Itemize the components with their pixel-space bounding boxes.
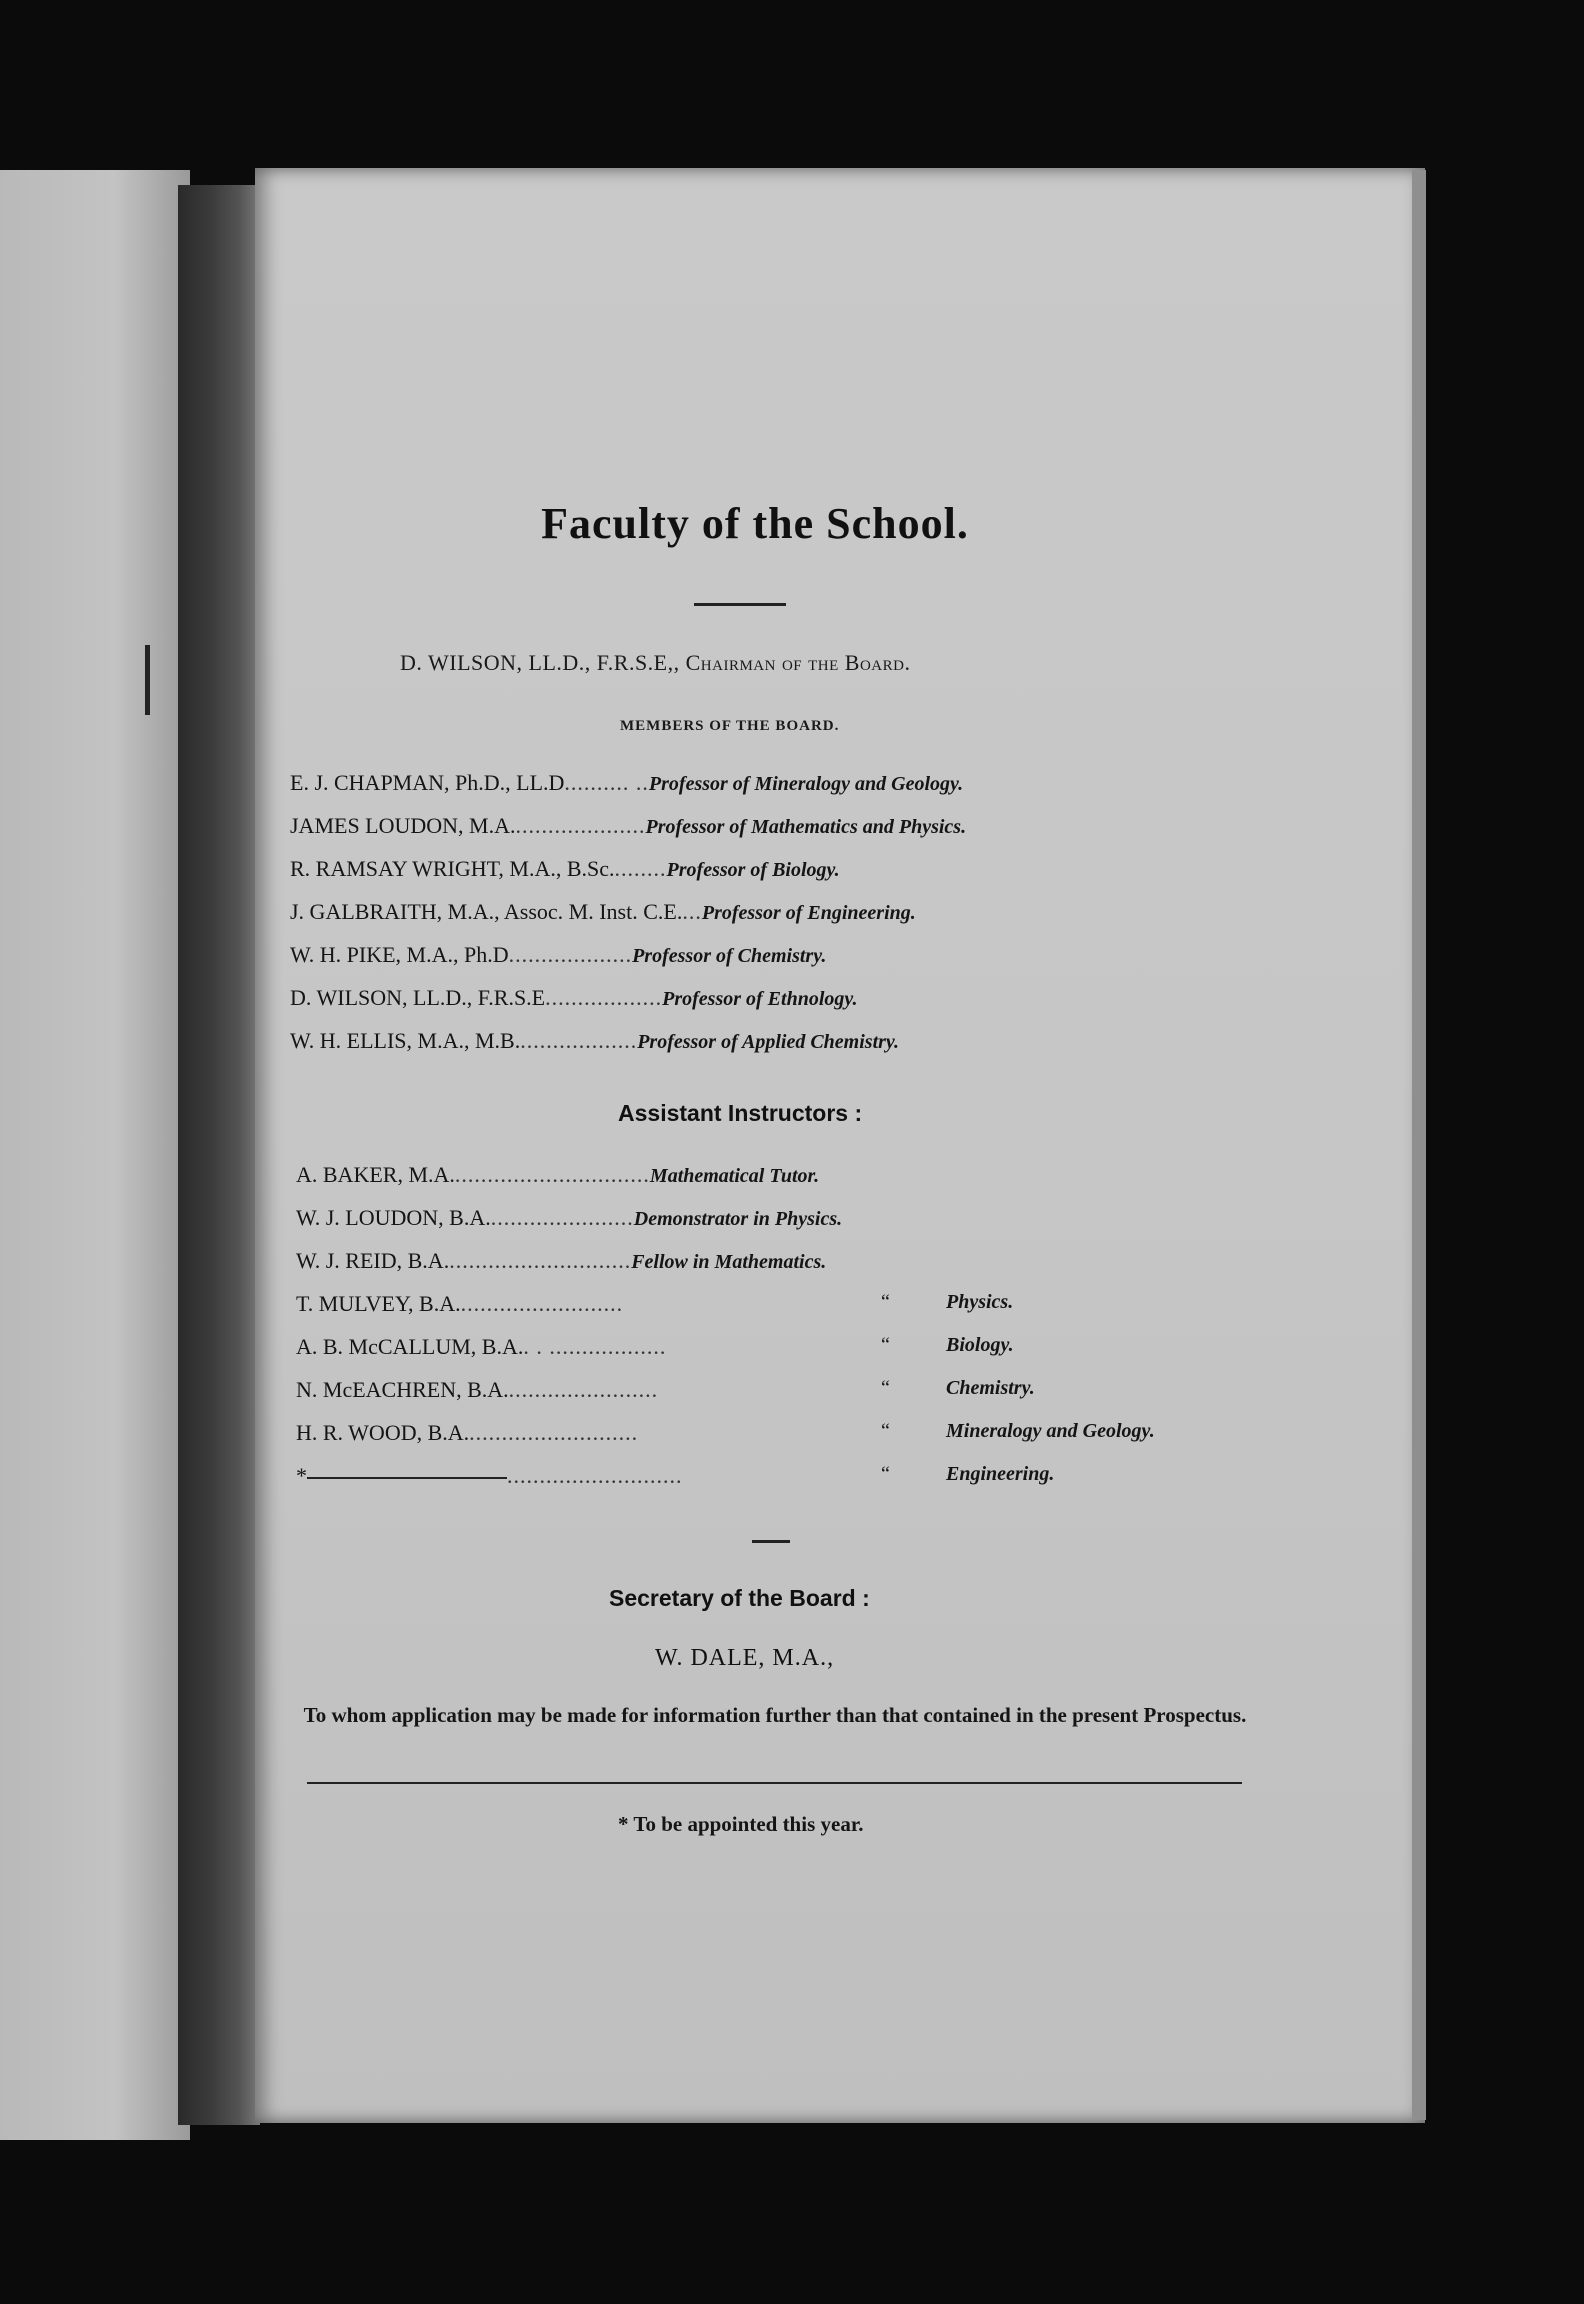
member-name: JAMES LOUDON, M.A. — [290, 813, 516, 838]
leader-dots: ............................ — [449, 1248, 632, 1273]
leader-dots: .......... .. — [564, 770, 649, 795]
member-row — [290, 942, 826, 972]
assistant-row — [296, 1205, 842, 1235]
member-row — [290, 856, 840, 886]
book-gutter — [178, 185, 260, 2125]
assistant-subject: Engineering. — [946, 1463, 1055, 1485]
footnote: * To be appointed this year. — [618, 1812, 864, 1836]
assistant-name: * — [296, 1463, 307, 1488]
leader-dots: . . .................. — [523, 1334, 667, 1359]
member-name: R. RAMSAY WRIGHT, M.A., B.Sc. — [290, 856, 615, 881]
member-title: Professor of Chemistry. — [632, 945, 827, 967]
assistant-subject: Physics. — [946, 1291, 1014, 1313]
leader-dots: .................. — [545, 985, 663, 1010]
assistant-name: A. B. McCALLUM, B.A. — [296, 1334, 524, 1359]
member-row — [290, 1028, 899, 1058]
assistant-title: Mathematical Tutor. — [649, 1165, 820, 1187]
assistant-subject: Mineralogy and Geology. — [946, 1420, 1155, 1442]
member-title: Professor of Biology. — [666, 859, 840, 881]
chairman-role: Chairman of the Board. — [685, 650, 911, 675]
member-row — [290, 770, 963, 800]
member-title: Professor of Ethnology. — [662, 988, 858, 1010]
ditto-mark: “ — [881, 1463, 890, 1485]
assistant-subject: Biology. — [946, 1334, 1014, 1356]
member-row — [290, 899, 916, 929]
leader-dots: ....................... — [508, 1377, 659, 1402]
assistant-name: W. J. REID, B.A. — [296, 1248, 450, 1273]
assistant-name: W. J. LOUDON, B.A. — [296, 1205, 491, 1230]
page-title: Faculty of the School. — [541, 499, 969, 548]
chairman-line — [400, 650, 910, 676]
member-title: Professor of Applied Chemistry. — [637, 1031, 900, 1053]
footnote-rule — [307, 1782, 1242, 1784]
leader-dots: .......................... — [469, 1420, 639, 1445]
assistant-name: T. MULVEY, B.A. — [296, 1291, 461, 1316]
assistant-name: A. BAKER, M.A. — [296, 1162, 455, 1187]
secretary-note: To whom application may be made for information further than that contained in the present Prospectus. — [303, 1703, 1247, 1727]
assistant-name: N. McEACHREN, B.A. — [296, 1377, 509, 1402]
ditto-mark: “ — [881, 1334, 890, 1356]
blank-name-line — [307, 1477, 507, 1479]
leader-dots: ... — [682, 899, 702, 924]
member-title: Professor of Mineralogy and Geology. — [648, 773, 964, 795]
chairman-name: D. WILSON, LL.D., F.R.S.E,, — [400, 650, 680, 675]
leader-dots: ......................... — [460, 1291, 624, 1316]
assistant-row — [296, 1162, 819, 1192]
member-title: Professor of Mathematics and Physics. — [645, 816, 967, 838]
member-title: Professor of Engineering. — [701, 902, 916, 924]
member-name: J. GALBRAITH, M.A., Assoc. M. Inst. C.E. — [290, 899, 683, 924]
assistants-heading: Assistant Instructors : — [618, 1100, 863, 1126]
ditto-mark: “ — [881, 1291, 890, 1313]
assistant-subject: Chemistry. — [946, 1377, 1035, 1399]
page-edge — [1412, 170, 1426, 2120]
member-row — [290, 985, 858, 1015]
left-facing-page — [0, 170, 190, 2140]
assistant-title: Fellow in Mathematics. — [631, 1251, 827, 1273]
leader-dots: .............................. — [454, 1162, 650, 1187]
members-heading: MEMBERS OF THE BOARD. — [620, 718, 840, 734]
member-row — [290, 813, 966, 843]
assistant-row — [296, 1420, 1155, 1450]
assistant-title: Demonstrator in Physics. — [633, 1208, 843, 1230]
assistant-row — [296, 1248, 826, 1278]
leader-dots: ........................... — [507, 1463, 683, 1488]
assistant-row — [296, 1291, 1014, 1321]
secretary-heading: Secretary of the Board : — [609, 1585, 870, 1611]
member-name: W. H. ELLIS, M.A., M.B. — [290, 1028, 521, 1053]
assistant-name: H. R. WOOD, B.A. — [296, 1420, 470, 1445]
left-page-mark — [145, 645, 150, 715]
leader-dots: ...................... — [490, 1205, 634, 1230]
leader-dots: ........ — [614, 856, 667, 881]
assistant-row — [296, 1463, 1055, 1493]
member-name: E. J. CHAPMAN, Ph.D., LL.D — [290, 770, 565, 795]
leader-dots: .................. — [520, 1028, 638, 1053]
member-name: D. WILSON, LL.D., F.R.S.E — [290, 985, 546, 1010]
member-name: W. H. PIKE, M.A., Ph.D — [290, 942, 509, 967]
section-divider — [752, 1540, 790, 1543]
leader-dots: .................... — [515, 813, 646, 838]
ditto-mark: “ — [881, 1377, 890, 1399]
title-divider — [694, 603, 786, 606]
assistant-row — [296, 1334, 1014, 1364]
leader-dots: ................... — [508, 942, 633, 967]
ditto-mark: “ — [881, 1420, 890, 1442]
assistant-row — [296, 1377, 1035, 1407]
secretary-name: W. DALE, M.A., — [655, 1645, 835, 1671]
